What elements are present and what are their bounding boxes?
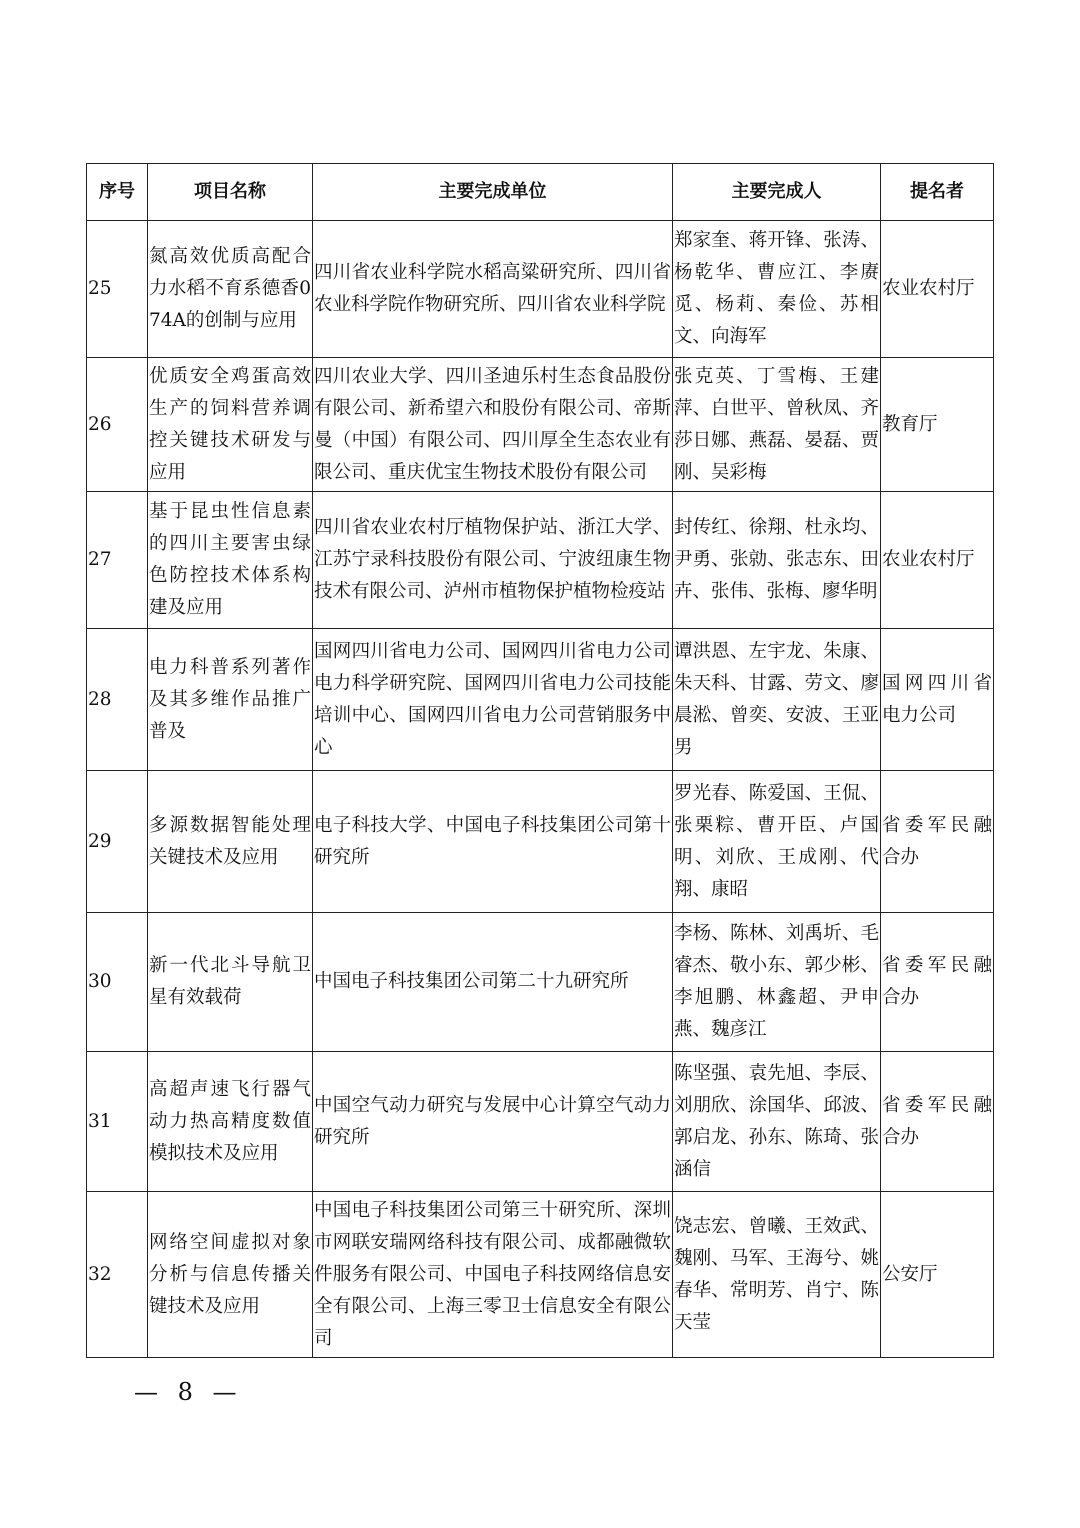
row-project-name: 网络空间虚拟对象分析与信息传播关键技术及应用 xyxy=(148,1192,313,1358)
row-nominator: 农业农村厅 xyxy=(881,492,994,629)
table-row xyxy=(87,1052,994,1192)
table-row xyxy=(87,492,994,629)
row-seq: 27 xyxy=(87,492,148,629)
row-nominator: 省委军民融合办 xyxy=(881,913,994,1052)
header-seq: 序号 xyxy=(87,164,148,221)
row-nominator: 省委军民融合办 xyxy=(881,1052,994,1192)
table-row xyxy=(87,1192,994,1358)
row-main-units: 中国电子科技集团公司第三十研究所、深圳市网联安瑞网络科技有限公司、成都融微软件服务有限公司、中国电子科技网络信息安全有限公司、上海三零卫士信息安全有限公司 xyxy=(313,1192,673,1358)
row-main-people: 封传红、徐翔、杜永均、尹勇、张勍、张志东、田卉、张伟、张梅、廖华明 xyxy=(673,492,881,629)
row-main-units: 中国空气动力研究与发展中心计算空气动力研究所 xyxy=(313,1052,673,1192)
table-row xyxy=(87,913,994,1052)
row-main-units: 国网四川省电力公司、国网四川省电力公司电力科学研究院、国网四川省电力公司技能培训中心、国网四川省电力公司营销服务中心 xyxy=(313,629,673,771)
row-main-units: 电子科技大学、中国电子科技集团公司第十研究所 xyxy=(313,771,673,913)
row-seq: 26 xyxy=(87,358,148,492)
header-nominator: 提名者 xyxy=(881,164,994,221)
row-seq: 30 xyxy=(87,913,148,1052)
row-main-people: 郑家奎、蒋开锋、张涛、杨乾华、曹应江、李赓觅、杨莉、秦俭、苏相文、向海军 xyxy=(673,221,881,358)
row-nominator: 农业农村厅 xyxy=(881,221,994,358)
row-main-people: 张克英、丁雪梅、王建萍、白世平、曾秋凤、齐莎日娜、燕磊、晏磊、贾刚、吴彩梅 xyxy=(673,358,881,492)
row-main-units: 四川农业大学、四川圣迪乐村生态食品股份有限公司、新希望六和股份有限公司、帝斯曼（中国）有限公司、四川厚全生态农业有限公司、重庆优宝生物技术股份有限公司 xyxy=(313,358,673,492)
row-main-people: 陈坚强、袁先旭、李辰、刘朋欣、涂国华、邱波、郭启龙、孙东、陈琦、张涵信 xyxy=(673,1052,881,1192)
awards-table xyxy=(86,163,994,1358)
header-main-people: 主要完成人 xyxy=(673,164,881,221)
row-main-people: 谭洪恩、左宇龙、朱康、朱天科、甘露、劳文、廖晨淞、曾奕、安波、王亚男 xyxy=(673,629,881,771)
row-nominator: 教育厅 xyxy=(881,358,994,492)
row-main-people: 罗光春、陈爱国、王侃、张栗粽、曹开臣、卢国明、刘欣、王成刚、代翔、康昭 xyxy=(673,771,881,913)
table-row xyxy=(87,629,994,771)
header-project-name: 项目名称 xyxy=(148,164,313,221)
row-main-units: 四川省农业科学院水稻高粱研究所、四川省农业科学院作物研究所、四川省农业科学院 xyxy=(313,221,673,358)
row-project-name: 电力科普系列著作及其多维作品推广普及 xyxy=(148,629,313,771)
header-main-units: 主要完成单位 xyxy=(313,164,673,221)
page-number: — 8 — xyxy=(134,1378,243,1406)
row-main-people: 李杨、陈林、刘禹圻、毛睿杰、敬小东、郭少彬、李旭鹏、林鑫超、尹申燕、魏彦江 xyxy=(673,913,881,1052)
row-nominator: 国网四川省电力公司 xyxy=(881,629,994,771)
row-main-units: 中国电子科技集团公司第二十九研究所 xyxy=(313,913,673,1052)
table-row xyxy=(87,771,994,913)
row-project-name: 多源数据智能处理关键技术及应用 xyxy=(148,771,313,913)
row-seq: 28 xyxy=(87,629,148,771)
row-seq: 31 xyxy=(87,1052,148,1192)
row-seq: 29 xyxy=(87,771,148,913)
row-seq: 32 xyxy=(87,1192,148,1358)
row-seq: 25 xyxy=(87,221,148,358)
row-nominator: 公安厅 xyxy=(881,1192,994,1358)
row-project-name: 基于昆虫性信息素的四川主要害虫绿色防控技术体系构建及应用 xyxy=(148,492,313,629)
table-row xyxy=(87,358,994,492)
row-project-name: 新一代北斗导航卫星有效载荷 xyxy=(148,913,313,1052)
table-row xyxy=(87,221,994,358)
row-project-name: 优质安全鸡蛋高效生产的饲料营养调控关键技术研发与应用 xyxy=(148,358,313,492)
row-project-name: 氮高效优质高配合力水稻不育系德香074A的创制与应用 xyxy=(148,221,313,358)
row-main-people: 饶志宏、曾曦、王效武、魏刚、马军、王海兮、姚春华、常明芳、肖宁、陈天莹 xyxy=(673,1192,881,1358)
row-nominator: 省委军民融合办 xyxy=(881,771,994,913)
row-main-units: 四川省农业农村厅植物保护站、浙江大学、江苏宁录科技股份有限公司、宁波纽康生物技术有限公司、泸州市植物保护植物检疫站 xyxy=(313,492,673,629)
row-project-name: 高超声速飞行器气动力热高精度数值模拟技术及应用 xyxy=(148,1052,313,1192)
table-header-row xyxy=(87,164,994,221)
